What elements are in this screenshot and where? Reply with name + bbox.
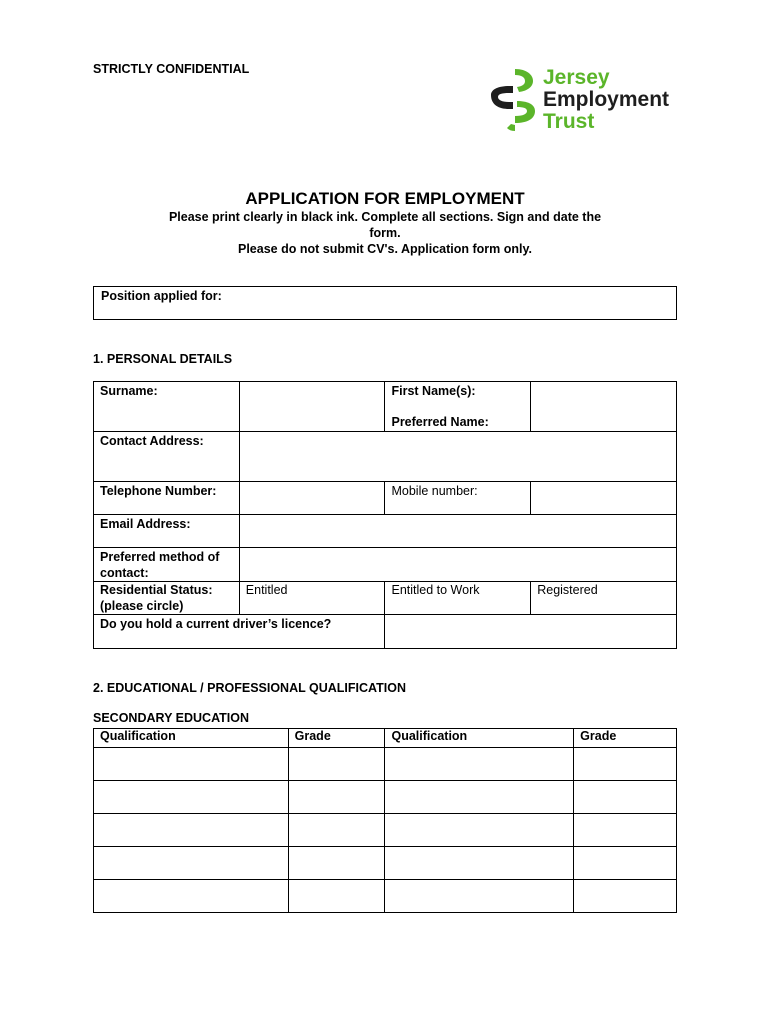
residential-status-label: Residential Status: (please circle) [94,582,240,615]
grade-cell[interactable] [574,814,677,847]
table-row [94,814,677,847]
confidential-label: STRICTLY CONFIDENTIAL [93,62,250,76]
grade-cell[interactable] [574,781,677,814]
column-header-qualification: Qualification [94,729,289,748]
first-names-input[interactable] [531,382,677,432]
logo-mark-icon [487,65,541,133]
secondary-education-table [93,728,677,913]
instructions-line2: form. [369,226,401,240]
table-header-row [94,729,677,748]
preferred-name-label: Preferred Name: [391,415,489,429]
preferred-contact-input[interactable] [239,548,676,582]
grade-cell[interactable] [288,847,385,880]
status-option-entitled[interactable]: Entitled [239,582,385,615]
qualification-cell[interactable] [385,748,574,781]
grade-cell[interactable] [574,880,677,913]
logo-line2: Employment [543,88,670,111]
column-header-grade-2: Grade [574,729,677,748]
grade-cell[interactable] [288,748,385,781]
personal-details-heading: 1. PERSONAL DETAILS [93,352,233,366]
table-row [94,748,677,781]
page-title: APPLICATION FOR EMPLOYMENT [245,189,525,208]
telephone-input[interactable] [239,482,385,515]
grade-cell[interactable] [288,880,385,913]
grade-cell[interactable] [574,748,677,781]
status-option-registered[interactable]: Registered [531,582,677,615]
grade-cell[interactable] [288,814,385,847]
licence-label: Do you hold a current driver’s licence? [94,615,385,649]
qualification-cell[interactable] [94,748,289,781]
secondary-education-heading: SECONDARY EDUCATION [93,711,250,725]
qualification-cell[interactable] [385,781,574,814]
qualification-cell[interactable] [385,880,574,913]
table-row [94,847,677,880]
instructions-line3: Please do not submit CV's. Application form only. [238,242,532,256]
grade-cell[interactable] [574,847,677,880]
qualification-cell[interactable] [94,847,289,880]
qualification-cell[interactable] [385,814,574,847]
please-circle-label: (please circle) [100,599,184,613]
column-header-grade: Grade [288,729,385,748]
first-names-label: First Name(s): Preferred Name: [385,382,531,432]
email-input[interactable] [239,515,676,548]
table-row [94,880,677,913]
position-label: Position applied for: [101,289,222,303]
logo-line3: Trust [543,110,595,133]
column-header-qualification-2: Qualification [385,729,574,748]
email-label: Email Address: [94,515,240,548]
grade-cell[interactable] [288,781,385,814]
surname-input[interactable] [239,382,385,432]
table-row [94,781,677,814]
position-field[interactable] [93,286,677,320]
qualification-cell[interactable] [385,847,574,880]
instructions-line1: Please print clearly in black ink. Complete all sections. Sign and date the [168,210,602,224]
logo [487,65,707,135]
qualification-cell[interactable] [94,781,289,814]
qualification-cell[interactable] [94,880,289,913]
preferred-contact-label: Preferred method of contact: [94,548,240,582]
personal-details-table [93,381,677,649]
qualification-cell[interactable] [94,814,289,847]
education-heading: 2. EDUCATIONAL / PROFESSIONAL QUALIFICATION [93,681,406,695]
instructions [140,209,630,257]
status-option-entitled-to-work[interactable]: Entitled to Work [385,582,531,615]
licence-input[interactable] [385,615,677,649]
telephone-label: Telephone Number: [94,482,240,515]
contact-address-input[interactable] [239,432,676,482]
contact-address-label: Contact Address: [94,432,240,482]
surname-label: Surname: [94,382,240,432]
mobile-label: Mobile number: [385,482,531,515]
logo-wordmark [543,67,669,133]
logo-line1: Jersey [543,66,610,89]
mobile-input[interactable] [531,482,677,515]
